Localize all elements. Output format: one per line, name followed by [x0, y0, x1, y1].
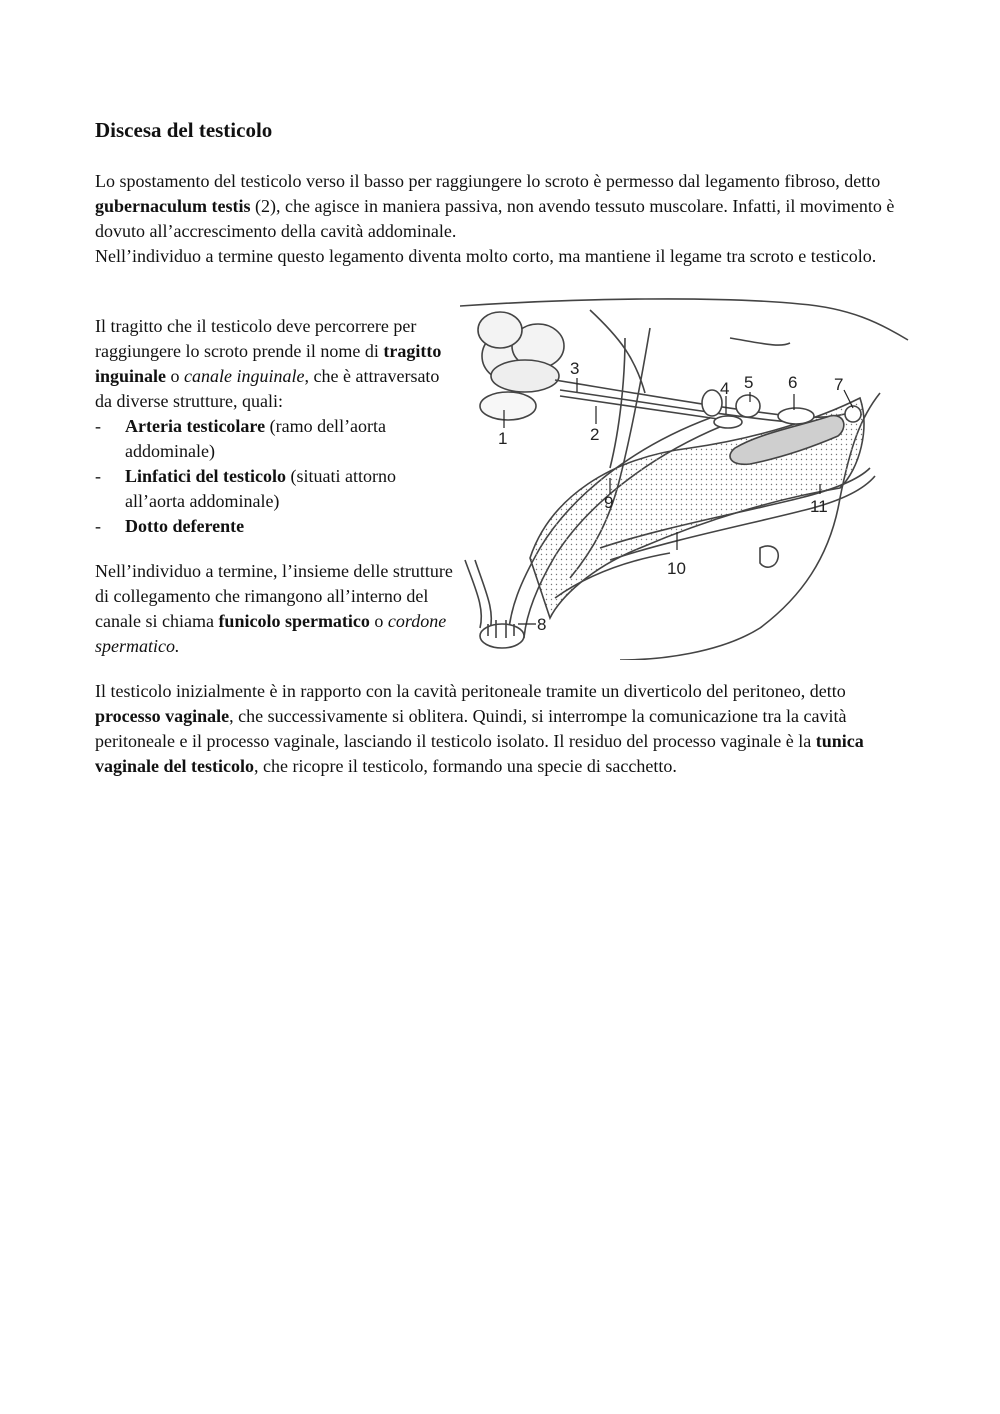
figure-label: 5: [744, 373, 754, 392]
list-marker: -: [95, 416, 101, 436]
list-marker: -: [95, 466, 101, 486]
outro-term-tunica: tunica vaginale del testicolo: [95, 731, 864, 776]
list-item-text: (situati attorno all’aorta addominale): [125, 466, 396, 511]
figure-label: 2: [590, 425, 600, 444]
tragitto-term: tragitto inguinale: [95, 341, 442, 386]
funicolo-paragraph: [95, 559, 455, 659]
figure-label: 3: [570, 359, 580, 378]
outro-text-3: , che ricopre il testicolo, formando una specie di sacchetto.: [253, 756, 677, 776]
tragitto-text-1: Il tragitto che il testicolo deve percorrere per raggiungere lo scroto prende il nome di: [95, 316, 417, 361]
outro-term-processo: processo vaginale: [95, 706, 230, 726]
figure-label: 8: [537, 615, 547, 634]
intro-text-3: Nell’individuo a termine questo legamento diventa molto corto, ma mantiene il legame tra scroto e testicolo.: [95, 246, 877, 266]
funicolo-term: funicolo spermatico: [218, 611, 370, 631]
figure-label: 6: [788, 373, 798, 392]
tragitto-text-3: , che è attraversato da diverse strutture, quali:: [95, 366, 440, 411]
figure-label: 1: [498, 429, 508, 448]
anatomy-drawing: [460, 298, 910, 660]
outro-text-1: Il testicolo inizialmente è in rapporto con la cavità peritoneale tramite un diverticolo del peritoneo, detto: [95, 681, 846, 701]
figure-label: 7: [834, 375, 844, 394]
anatomy-diagram: [460, 298, 910, 660]
canale-term: canale inguinale: [184, 366, 305, 386]
tragitto-paragraph: [95, 314, 455, 414]
list-item: [95, 514, 455, 539]
list-item-term: Arteria testicolare: [125, 416, 266, 436]
structures-list: [95, 414, 455, 539]
list-item-term: Dotto deferente: [125, 516, 245, 536]
figure-label: 9: [604, 493, 614, 512]
outro-paragraph: [95, 679, 905, 779]
funicolo-text-2: o: [369, 611, 388, 631]
page-title: Discesa del testicolo: [95, 118, 273, 142]
left-column: [95, 314, 455, 659]
figure-label: 11: [810, 497, 828, 516]
list-item-term: Linfatici del testicolo: [125, 466, 286, 486]
intro-text-1: Lo spostamento del testicolo verso il basso per raggiungere lo scroto è permesso dal legamento fibroso, detto: [95, 171, 881, 191]
figure-label: 4: [720, 379, 730, 398]
list-item-text: (ramo dell’aorta addominale): [125, 416, 387, 461]
intro-text-2: (2), che agisce in maniera passiva, non avendo tessuto muscolare. Infatti, il movimento è dovuto all’accrescimento della cavità addominale.: [95, 196, 895, 241]
list-marker: -: [95, 516, 101, 536]
intro-paragraph: [95, 169, 905, 269]
funicolo-text-1: Nell’individuo a termine, l’insieme delle strutture di collegamento che rimangono all’interno del canale si chiama: [95, 561, 453, 631]
diagram-outlines: [460, 299, 908, 660]
list-item: [95, 464, 455, 514]
intro-term-gubernaculum: gubernaculum testis: [95, 196, 251, 216]
outro-text-2: , che successivamente si oblitera. Quindi, si interrompe la comunicazione tra la cavità peritoneale e il processo vaginale, lasciando il testicolo isolato. Il residuo del processo vaginale è la: [95, 706, 847, 751]
tragitto-text-2: o: [166, 366, 185, 386]
cordone-term: cordone spermatico.: [95, 611, 447, 656]
list-item: [95, 414, 455, 464]
figure-label: 10: [667, 559, 686, 578]
